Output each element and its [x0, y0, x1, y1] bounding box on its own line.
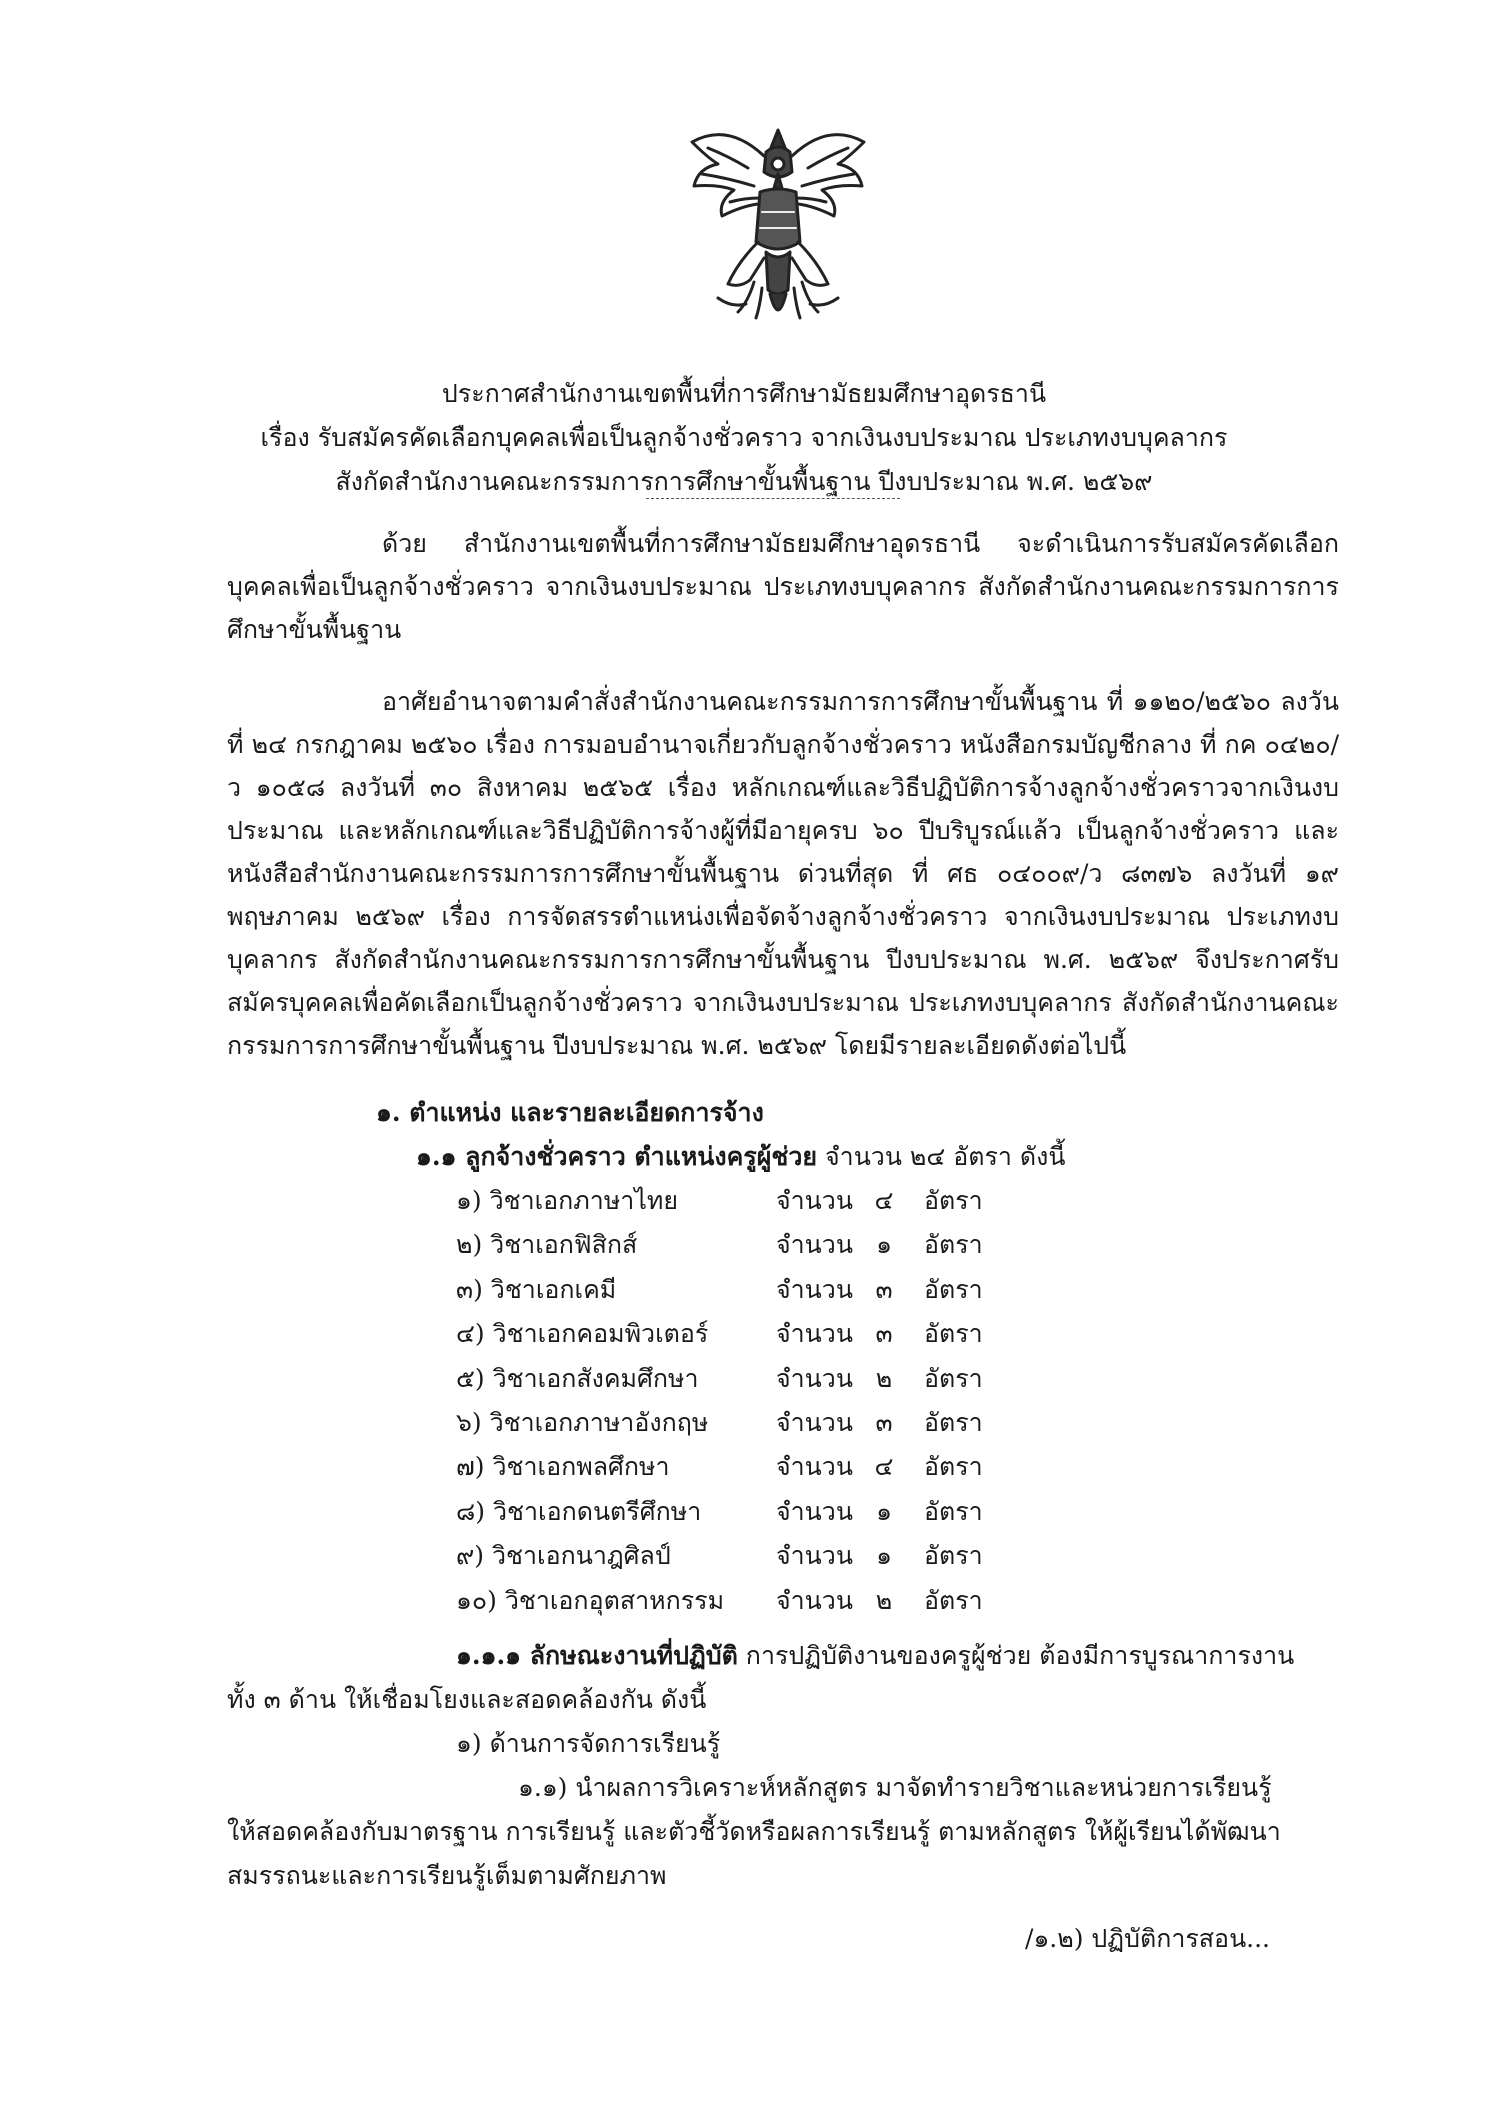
- next-page-marker: /๑.๒) ปฏิบัติการสอน...: [1025, 1924, 1270, 1953]
- position-row: [456, 1579, 1016, 1623]
- position-count-label: จำนวน: [776, 1541, 853, 1571]
- header-title: ประกาศสำนักงานเขตพื้นที่การศึกษามัธยมศึกษาอุดรธานี: [441, 379, 1047, 408]
- position-count-label: จำนวน: [776, 1274, 853, 1304]
- authority-paragraph: [227, 680, 1339, 1067]
- position-unit: อัตรา: [924, 1186, 983, 1215]
- position-count: ๔: [874, 1452, 894, 1482]
- header-subject: เรื่อง รับสมัครคัดเลือกบุคคลเพื่อเป็นลูกจ้างชั่วคราว จากเงินงบประมาณ ประเภทงบบุคลากร: [260, 423, 1228, 452]
- garuda-emblem-icon: [678, 112, 878, 332]
- section-1-1-1-title: ๑.๑.๑ ลักษณะงานที่ปฏิบัติ: [456, 1641, 738, 1670]
- subsection-learning-heading: ๑) ด้านการจัดการเรียนรู้: [456, 1729, 721, 1758]
- position-unit: อัตรา: [924, 1274, 983, 1304]
- position-count: ๑: [876, 1230, 892, 1260]
- position-count: ๒: [875, 1585, 893, 1615]
- position-name: ๑๐) วิชาเอกอุตสาหกรรม: [456, 1585, 725, 1615]
- intro-paragraph-text: ด้วย สำนักงานเขตพื้นที่การศึกษามัธยมศึกษาอุดรธานี จะดำเนินการรับสมัครคัดเลือกบุคคลเพื่อเป็นลูกจ้างชั่วคราว จากเงินงบประมาณ ประเภทงบบุคลากร สังกัดสำนักงานคณะกรรมการการศึกษาขั้นพื้นฐาน: [227, 529, 1339, 644]
- section-1-1-1-line2: ทั้ง ๓ ด้าน ให้เชื่อมโยงและสอดคล้องกัน ดังนี้: [227, 1685, 707, 1714]
- position-name: ๒) วิชาเอกฟิสิกส์: [456, 1230, 638, 1260]
- position-row: [456, 1401, 1016, 1445]
- position-count: ๓: [875, 1408, 893, 1437]
- position-name: ๕) วิชาเอกสังคมศึกษา: [456, 1363, 699, 1393]
- position-count-label: จำนวน: [776, 1319, 853, 1349]
- item-1-1-line3: สมรรถนะและการเรียนรู้เต็มตามศักยภาพ: [227, 1861, 667, 1890]
- position-unit: อัตรา: [924, 1496, 983, 1526]
- position-unit: อัตรา: [924, 1230, 983, 1260]
- section-1-1-title: ๑.๑ ลูกจ้างชั่วคราว ตำแหน่งครูผู้ช่วย: [416, 1142, 818, 1171]
- position-count-label: จำนวน: [776, 1496, 853, 1526]
- item-1-1-line2: ให้สอดคล้องกับมาตรฐาน การเรียนรู้ และตัวชี้วัดหรือผลการเรียนรู้ ตามหลักสูตร ให้ผู้เรียนได้พัฒนา: [227, 1817, 1281, 1846]
- position-count-label: จำนวน: [776, 1363, 853, 1393]
- position-name: ๔) วิชาเอกคอมพิวเตอร์: [456, 1319, 709, 1349]
- position-unit: อัตรา: [924, 1585, 983, 1615]
- position-row: [456, 1445, 1016, 1489]
- position-count-label: จำนวน: [776, 1230, 853, 1260]
- position-name: ๘) วิชาเอกดนตรีศึกษา: [456, 1496, 702, 1526]
- position-unit: อัตรา: [924, 1408, 983, 1437]
- position-count: ๓: [875, 1319, 893, 1349]
- position-name: ๗) วิชาเอกพลศึกษา: [456, 1452, 670, 1482]
- position-unit: อัตรา: [924, 1452, 983, 1482]
- position-count-label: จำนวน: [776, 1585, 853, 1615]
- intro-paragraph: [227, 522, 1339, 651]
- position-unit: อัตรา: [924, 1319, 983, 1349]
- item-1-1-line1: ๑.๑) นำผลการวิเคราะห์หลักสูตร มาจัดทำรายวิชาและหน่วยการเรียนรู้: [518, 1773, 1272, 1802]
- position-count-label: จำนวน: [776, 1186, 853, 1215]
- position-row: [456, 1223, 1016, 1267]
- position-row: [456, 1490, 1016, 1534]
- header-divider: [646, 498, 900, 499]
- position-name: ๑) วิชาเอกภาษาไทย: [456, 1186, 679, 1215]
- section-1-1-count: จำนวน ๒๔ อัตรา ดังนี้: [817, 1142, 1066, 1171]
- position-unit: อัตรา: [924, 1541, 983, 1571]
- position-row: [456, 1534, 1016, 1578]
- position-name: ๙) วิชาเอกนาฎศิลป์: [456, 1541, 671, 1571]
- section-1-1-1-text: การปฏิบัติงานของครูผู้ช่วย ต้องมีการบูรณาการงาน: [737, 1641, 1295, 1670]
- position-count: ๒: [875, 1363, 893, 1393]
- position-count: ๓: [875, 1274, 893, 1304]
- section-1-1-heading: [416, 1135, 1065, 1178]
- authority-paragraph-text: อาศัยอำนาจตามคำสั่งสำนักงานคณะกรรมการการศึกษาขั้นพื้นฐาน ที่ ๑๑๒๐/๒๕๖๐ ลงวันที่ ๒๔ กรกฎาคม ๒๕๖๐ เรื่อง การมอบอำนาจเกี่ยวกับลูกจ้างชั่วคราว หนังสือกรมบัญชีกลาง ที่ กค ๐๔๒๐/ว ๑๐๕๘ ลงวันที่ ๓๐ สิงหาคม ๒๕๖๕ เรื่อง หลักเกณฑ์และวิธีปฏิบัติการจ้างลูกจ้างชั่วคราวจากเงินงบประมาณ และหลักเกณฑ์และวิธีปฏิบัติการจ้างผู้ที่มีอายุครบ ๖๐ ปีบริบูรณ์แล้ว เป็นลูกจ้างชั่วคราว และหนังสือสำนักงานคณะกรรมการการศึกษาขั้นพื้นฐาน ด่วนที่สุด ที่ ศธ ๐๔๐๐๙/ว ๘๓๗๖ ลงวันที่ ๑๙ พฤษภาคม ๒๕๖๙ เรื่อง การจัดสรรตำแหน่งเพื่อจัดจ้างลูกจ้างชั่วคราว จากเงินงบประมาณ ประเภทงบบุคลากร สังกัดสำนักงานคณะกรรมการการศึกษาขั้นพื้นฐาน ปีงบประมาณ พ.ศ. ๒๕๖๙ จึงประกาศรับสมัครบุคคลเพื่อคัดเลือกเป็นลูกจ้างชั่วคราว จากเงินงบประมาณ ประเภทงบบุคลากร สังกัดสำนักงานคณะกรรมการการศึกษาขั้นพื้นฐาน ปีงบประมาณ พ.ศ. ๒๕๖๙ โดยมีรายละเอียดดังต่อไปนี้: [227, 687, 1339, 1060]
- position-row: [456, 1179, 1016, 1223]
- position-count: ๑: [876, 1541, 892, 1571]
- position-name: ๓) วิชาเอกเคมี: [456, 1274, 617, 1304]
- position-unit: อัตรา: [924, 1363, 983, 1393]
- position-row: [456, 1268, 1016, 1312]
- position-count: ๑: [876, 1496, 892, 1526]
- section-1-heading: ๑. ตำแหน่ง และรายละเอียดการจ้าง: [376, 1098, 764, 1127]
- announcement-header: [180, 372, 1308, 504]
- position-row: [456, 1357, 1016, 1401]
- section-1-1-1-line1: [456, 1634, 1294, 1677]
- position-count: ๔: [874, 1186, 894, 1215]
- header-affiliation: สังกัดสำนักงานคณะกรรมการการศึกษาขั้นพื้นฐาน ปีงบประมาณ พ.ศ. ๒๕๖๙: [335, 467, 1153, 496]
- position-count-label: จำนวน: [776, 1408, 853, 1437]
- position-name: ๖) วิชาเอกภาษาอังกฤษ: [456, 1408, 709, 1437]
- position-row: [456, 1312, 1016, 1356]
- position-count-label: จำนวน: [776, 1452, 853, 1482]
